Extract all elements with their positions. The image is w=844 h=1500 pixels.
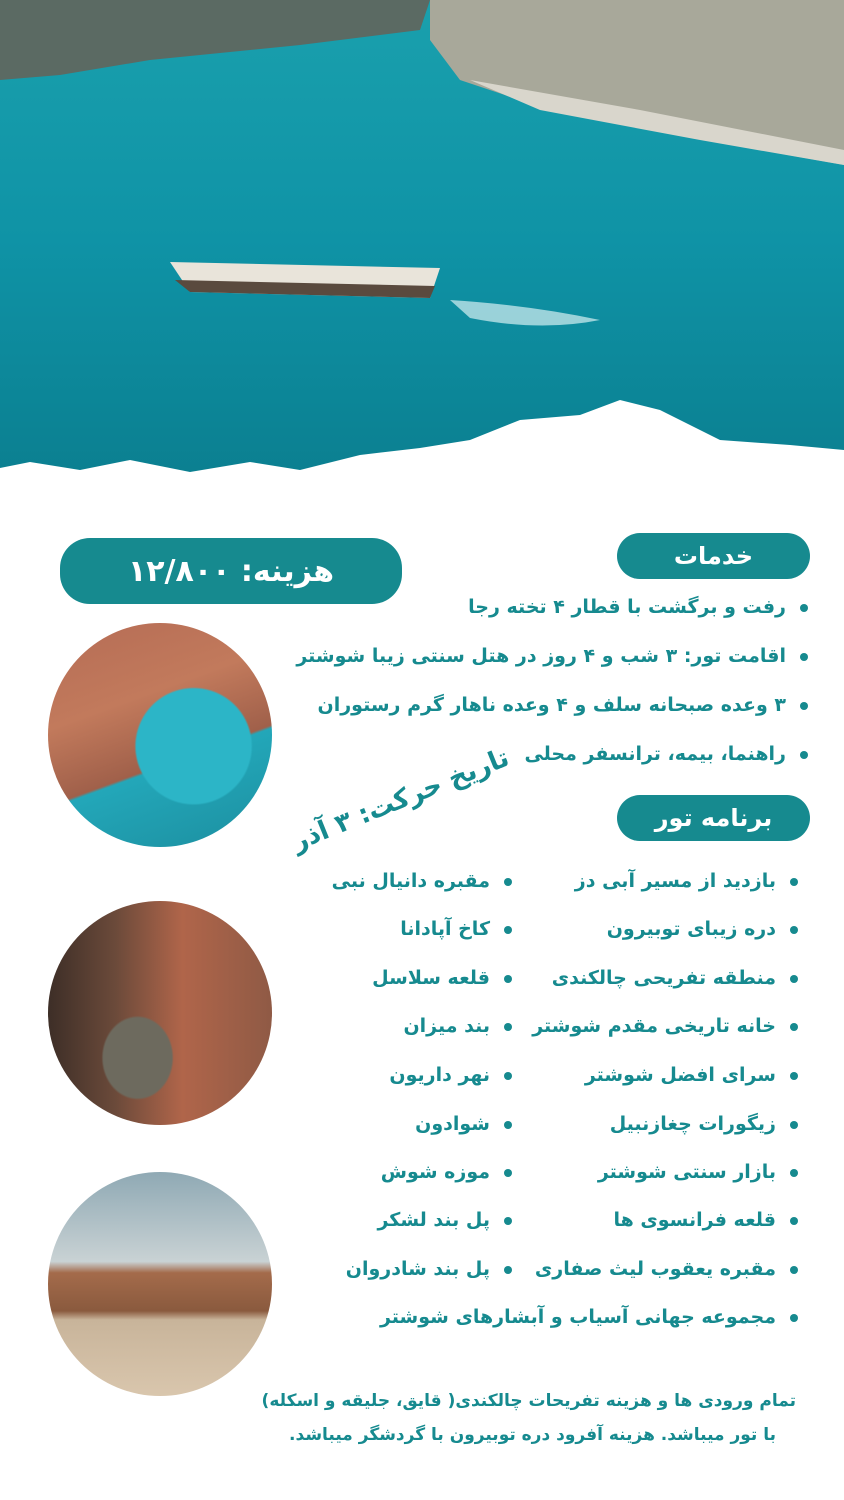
program-item-label: بازار سنتی شوشتر [597,1161,776,1183]
service-item: اقامت تور: ۳ شب و ۴ روز در هتل سنتی زیبا شوشتر [296,645,808,667]
bullet-icon [504,1266,512,1274]
program-item-label: زیگورات چغازنبیل [609,1113,776,1135]
program-item [381,1161,512,1183]
bullet-icon [504,1023,512,1031]
bullet-icon [790,926,798,934]
bullet-icon [504,1217,512,1225]
program-item-label: منطقه تفریحی چالکندی [551,967,776,989]
program-item [377,1209,512,1231]
bullet-icon [790,1072,798,1080]
bullet-icon [504,975,512,983]
program-item-label: بازدید از مسیر آبی دز [574,870,776,892]
program-item [598,1161,798,1183]
program-item-label: قلعه سلاسل [372,967,490,989]
program-item [575,870,798,892]
footer-note [256,1384,796,1452]
program-item-label: بند میزان [403,1015,490,1037]
shushtar-waterfalls-photo [48,623,272,847]
program-item-label: شوادون [415,1113,490,1135]
bullet-icon [790,1023,798,1031]
program-item-label: پل بند لشکر [377,1209,490,1231]
bullet-icon [790,1266,798,1274]
program-item [552,967,798,989]
program-item-label: مقبره دانیال نبی [331,870,490,892]
bullet-icon [504,1072,512,1080]
note-line-2: با تور میباشد. هزینه آفرود دره توبیرون با گردشگر میباشد. [289,1425,776,1445]
note-line-1: تمام ورودی ها و هزینه تفریحات چالکندی( قایق، جلیقه و اسکله) [261,1391,796,1411]
program-item [389,1064,512,1086]
bullet-icon [790,975,798,983]
program-item-label: کاخ آپادانا [400,918,490,940]
bullet-icon [504,926,512,934]
services-heading: خدمات [617,533,810,579]
program-item-label: قلعه فرانسوی ها [613,1209,776,1231]
hero-river-photo [0,0,844,480]
service-item: ۳ وعده صبحانه سلف و ۴ وعده ناهار گرم رستوران [318,694,808,716]
bullet-icon [504,1169,512,1177]
program-item [613,1209,798,1231]
bullet-icon [504,878,512,886]
program-item [346,1258,512,1280]
chogha-zanbil-ziggurat-photo [48,1172,272,1396]
bullet-icon [790,1169,798,1177]
program-item [585,1064,798,1086]
program-item [607,918,798,940]
program-heading: برنامه تور [617,795,810,841]
bullet-icon [790,1217,798,1225]
bullet-icon [790,878,798,886]
program-item [403,1015,512,1037]
service-item: راهنما، بیمه، ترانسفر محلی [524,743,808,765]
program-item [372,967,512,989]
program-item [610,1113,798,1135]
program-item [535,1258,798,1280]
program-item-label: نهر داریون [389,1064,490,1086]
program-item-label: مقبره یعقوب لیث صفاری [534,1258,776,1280]
program-item [415,1113,512,1135]
bullet-icon [790,1121,798,1129]
program-item [532,1015,798,1037]
program-item [332,870,512,892]
program-item-label: دره زیبای توبیرون [606,918,776,940]
cost-badge: هزینه: ۱۲/۸۰۰ [60,538,402,604]
program-item-label: موزه شوش [380,1161,490,1183]
program-item-label: خانه تاریخی مقدم شوشتر [532,1015,776,1037]
program-item-last: مجموعه جهانی آسیاب و آبشارهای شوشتر [380,1306,798,1328]
departure-date: تاریخ حرکت: ۳ آذر [287,742,514,858]
program-item-label: پل بند شادروان [345,1258,490,1280]
program-item-label: سرای افضل شوشتر [584,1064,776,1086]
offroad-jeep-canyon-photo [48,901,272,1125]
service-item: رفت و برگشت با قطار ۴ تخته رجا [468,596,808,618]
bullet-icon [504,1121,512,1129]
program-item [400,918,512,940]
